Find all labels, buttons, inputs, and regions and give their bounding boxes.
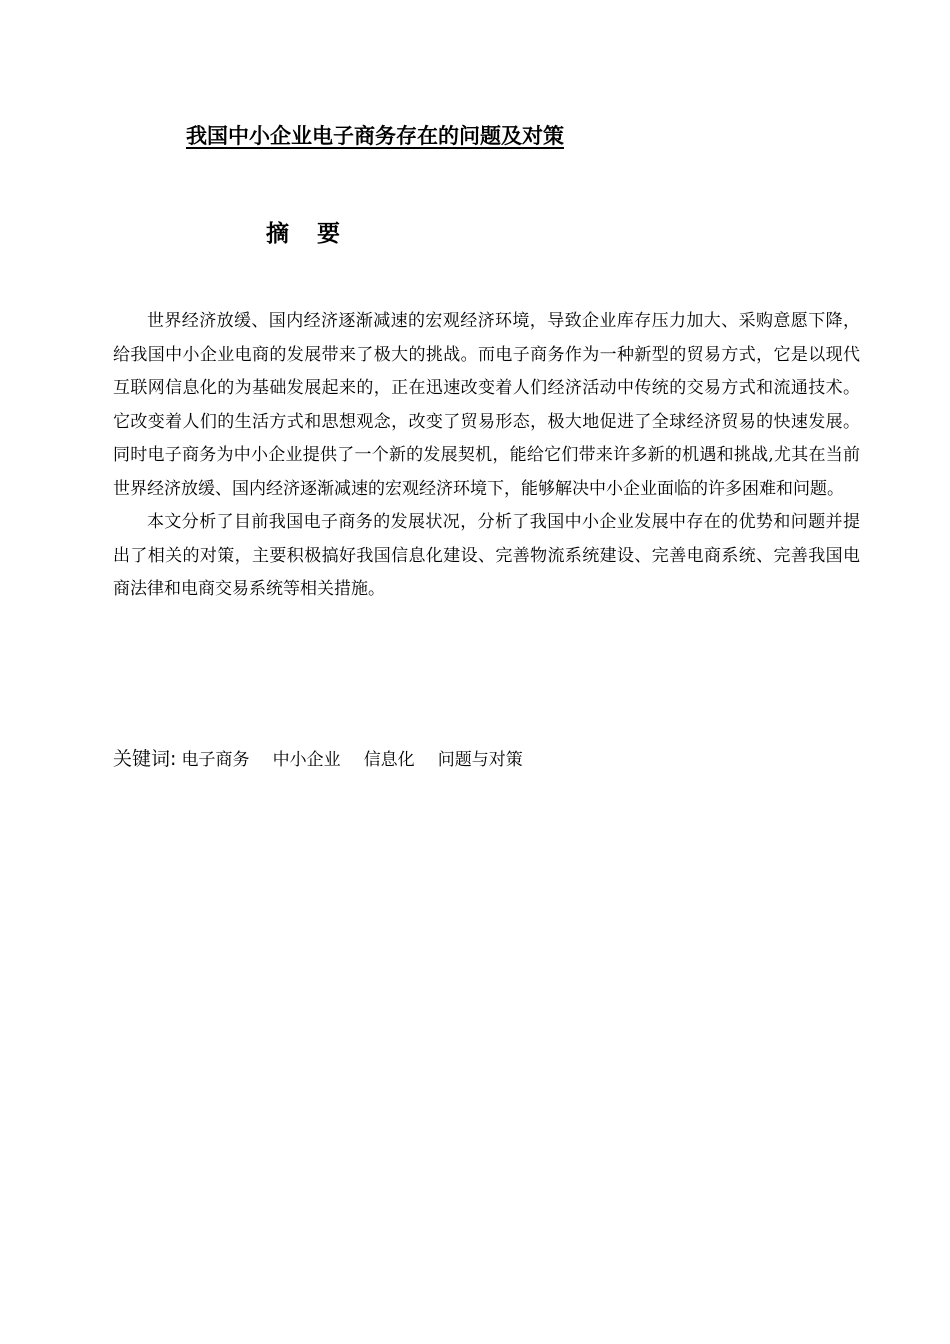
abstract-body [113,305,860,607]
abstract-heading: 摘 要 [266,221,351,247]
keywords-label: 关键词: [113,748,177,770]
keyword-item: 问题与对策 [437,750,523,770]
keyword-item: 电子商务 [181,750,250,770]
keyword-item: 信息化 [363,750,415,770]
keywords-line [113,743,541,776]
document-title: 我国中小企业电子商务存在的问题及对策 [186,124,564,148]
abstract-paragraph-1: 世界经济放缓、国内经济逐渐减速的宏观经济环境，导致企业库存压力加大、采购意愿下降，给我国中小企业电商的发展带来了极大的挑战。而电子商务作为一种新型的贸易方式，它是以现代互联网信息化的为基础发展起来的，正在迅速改变着人们经济活动中传统的交易方式和流通技术。它改变着人们的生活方式和思想观念，改变了贸易形态，极大地促进了全球经济贸易的快速发展。同时电子商务为中小企业提供了一个新的发展契机，能给它们带来许多新的机遇和挑战,尤其在当前世界经济放缓、国内经济逐渐减速的宏观经济环境下，能够解决中小企业面临的许多困难和问题。 [113,311,860,499]
keyword-item: 中小企业 [272,750,341,770]
abstract-paragraph-2: 本文分析了目前我国电子商务的发展状况，分析了我国中小企业发展中存在的优势和问题并提出了相关的对策，主要积极搞好我国信息化建设、完善物流系统建设、完善电商系统、完善我国电商法律和电商交易系统等相关措施。 [113,512,860,599]
